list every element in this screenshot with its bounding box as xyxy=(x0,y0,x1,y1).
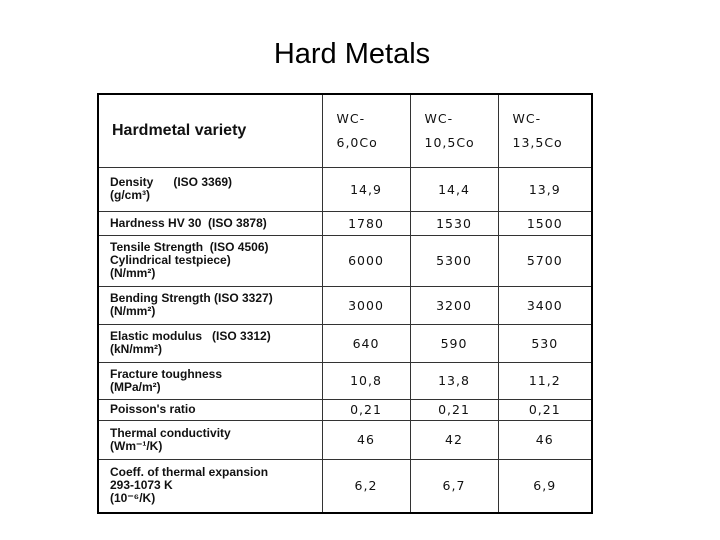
property-value-grade-2: 1530 xyxy=(410,211,498,235)
property-value-grade-1: 0,21 xyxy=(322,399,410,420)
property-label-line: Elastic modulus (ISO 3312) xyxy=(110,329,271,343)
property-label xyxy=(98,399,322,420)
property-label-line: Thermal conductivity xyxy=(110,425,231,440)
grade-header-2 xyxy=(410,94,498,167)
property-value-grade-1: 1780 xyxy=(322,211,410,235)
property-label xyxy=(98,286,322,324)
property-label xyxy=(98,235,322,286)
property-label-line: (N/mm²) xyxy=(110,304,156,318)
property-label-line: Fracture toughness xyxy=(110,366,223,381)
grade-header-2-line2: 10,5Co xyxy=(424,134,475,150)
property-value-grade-1: 46 xyxy=(322,420,410,459)
property-value-grade-2: 0,21 xyxy=(410,399,498,420)
property-label-line: Poisson's ratio xyxy=(110,402,196,416)
property-value-grade-2: 3200 xyxy=(410,286,498,324)
property-label-line: Density (ISO 3369) xyxy=(110,175,233,189)
property-value-grade-3: 6,9 xyxy=(498,459,592,513)
table-row xyxy=(98,459,592,513)
grade-header-2-line1: WC- xyxy=(424,110,454,126)
property-label-line: 293-1073 K xyxy=(110,478,173,493)
property-label xyxy=(98,420,322,459)
property-label-line: (MPa/m²) xyxy=(110,379,161,394)
property-label xyxy=(98,211,322,235)
table-row xyxy=(98,362,592,399)
grade-header-3 xyxy=(498,94,592,167)
property-label-line: Hardness HV 30 (ISO 3878) xyxy=(110,215,267,230)
property-label-line: (kN/mm²) xyxy=(110,342,163,356)
property-value-grade-2: 5300 xyxy=(410,235,498,286)
hard-metals-table xyxy=(97,93,593,514)
property-label-line: (Wm⁻¹/K) xyxy=(110,438,163,453)
property-label xyxy=(98,362,322,399)
property-value-grade-1: 6000 xyxy=(322,235,410,286)
property-value-grade-3: 0,21 xyxy=(498,399,592,420)
property-label-line: Coeff. of thermal expansion xyxy=(110,465,269,480)
table-row xyxy=(98,324,592,362)
property-value-grade-1: 14,9 xyxy=(322,167,410,211)
property-value-grade-3: 46 xyxy=(498,420,592,459)
grade-header-1-line2: 6,0Co xyxy=(336,134,378,150)
property-value-grade-3: 530 xyxy=(498,324,592,362)
table-body xyxy=(98,94,592,513)
grade-header-1-line1: WC- xyxy=(336,110,366,126)
property-label-line: (10⁻⁶/K) xyxy=(110,491,156,506)
table-row xyxy=(98,399,592,420)
property-value-grade-3: 11,2 xyxy=(498,362,592,399)
header-label: Hardmetal variety xyxy=(98,94,322,167)
property-value-grade-2: 6,7 xyxy=(410,459,498,513)
property-label-line: Bending Strength (ISO 3327) xyxy=(110,291,273,305)
property-label-line: Tensile Strength (ISO 4506) xyxy=(110,240,269,254)
property-label xyxy=(98,167,322,211)
property-label xyxy=(98,324,322,362)
property-label xyxy=(98,459,322,513)
property-label-line: Cylindrical testpiece) xyxy=(110,253,231,267)
table-row xyxy=(98,235,592,286)
grade-header-3-line2: 13,5Co xyxy=(512,134,563,150)
property-value-grade-1: 3000 xyxy=(322,286,410,324)
table-row xyxy=(98,420,592,459)
page-title: Hard Metals xyxy=(273,38,431,70)
table-row xyxy=(98,211,592,235)
property-value-grade-1: 10,8 xyxy=(322,362,410,399)
table-row xyxy=(98,167,592,211)
property-value-grade-1: 640 xyxy=(322,324,410,362)
grade-header-1 xyxy=(322,94,410,167)
property-value-grade-1: 6,2 xyxy=(322,459,410,513)
table-header-row xyxy=(98,94,592,167)
property-value-grade-3: 1500 xyxy=(498,211,592,235)
property-value-grade-3: 13,9 xyxy=(498,167,592,211)
property-value-grade-2: 13,8 xyxy=(410,362,498,399)
property-value-grade-2: 42 xyxy=(410,420,498,459)
property-value-grade-2: 14,4 xyxy=(410,167,498,211)
table-row xyxy=(98,286,592,324)
grade-header-3-line1: WC- xyxy=(512,110,542,126)
property-value-grade-3: 3400 xyxy=(498,286,592,324)
property-label-line: (N/mm²) xyxy=(110,266,156,280)
property-label-line: (g/cm³) xyxy=(110,188,150,202)
property-value-grade-2: 590 xyxy=(410,324,498,362)
property-value-grade-3: 5700 xyxy=(498,235,592,286)
